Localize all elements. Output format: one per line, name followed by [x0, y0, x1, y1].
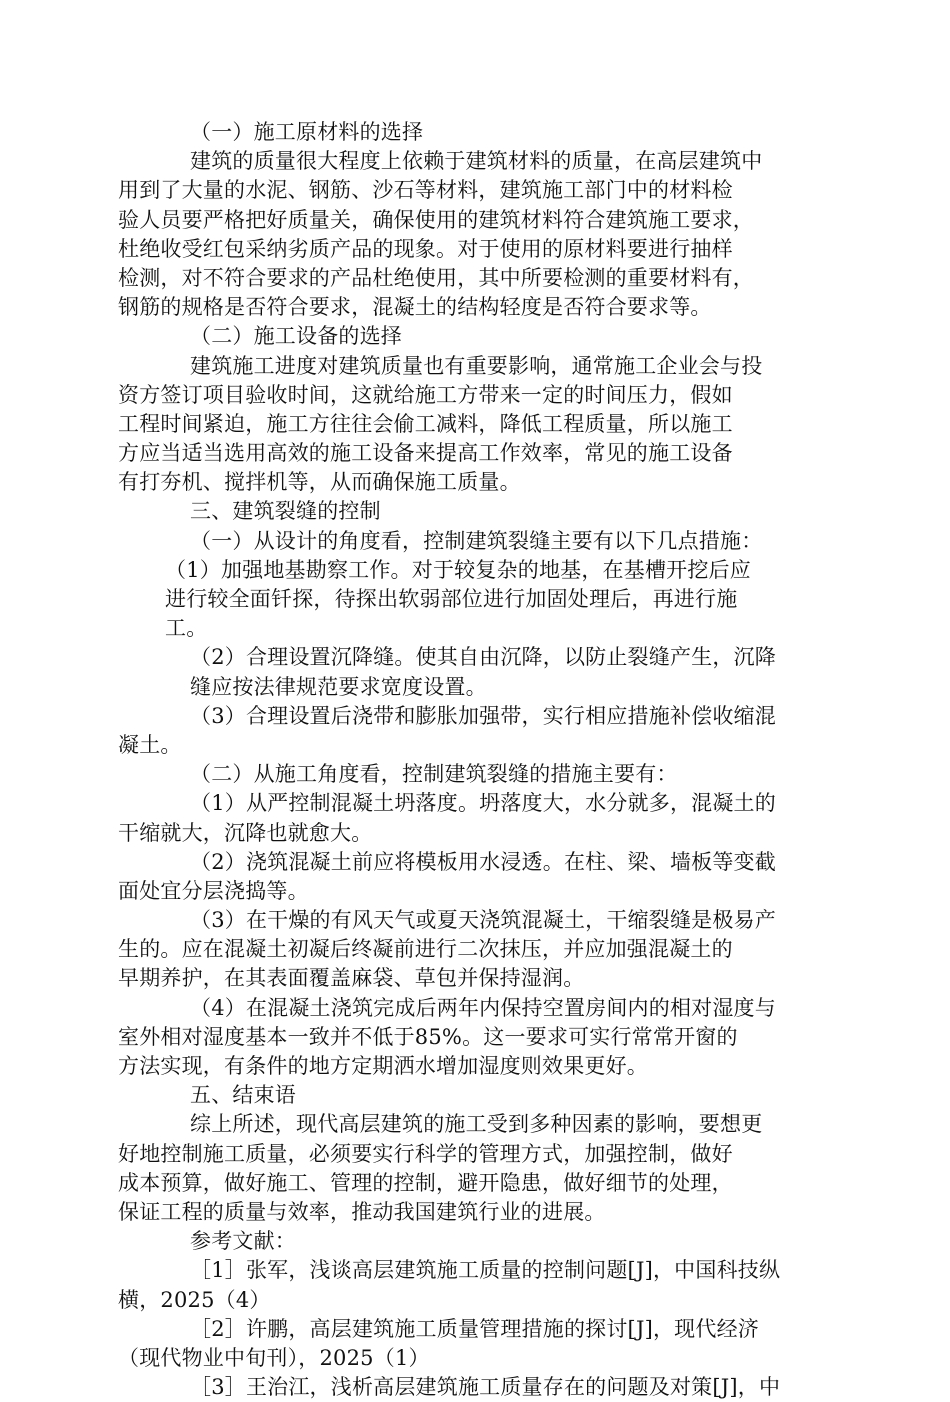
- text-line: （1）从严控制混凝土坍落度。坍落度大，水分就多，混凝土的: [190, 791, 776, 816]
- text-line: 建筑施工进度对建筑质量也有重要影响，通常施工企业会与投: [190, 353, 763, 378]
- text-line: 参考文献：: [190, 1229, 296, 1254]
- text-line: 成本预算，做好施工、管理的控制，避开隐患，做好细节的处理，: [118, 1170, 733, 1195]
- text-line: （二）从施工角度看，控制建筑裂缝的措施主要有：: [190, 762, 678, 787]
- text-line: 验人员要严格把好质量关，确保使用的建筑材料符合建筑施工要求，: [118, 207, 754, 232]
- text-line: 缝应按法律规范要求宽度设置。: [190, 674, 487, 699]
- text-line: 方应当适当选用高效的施工设备来提高工作效率，常见的施工设备: [118, 441, 733, 466]
- text-line: ［2］许鹏，高层建筑施工质量管理措施的探讨[J]，现代经济: [190, 1316, 759, 1341]
- text-line: ［1］张军，浅谈高层建筑施工质量的控制问题[J]，中国科技纵: [190, 1258, 781, 1283]
- text-line: 钢筋的规格是否符合要求，混凝土的结构轻度是否符合要求等。: [118, 295, 712, 320]
- text-line: （现代物业中旬刊），2025（1）: [118, 1345, 430, 1370]
- text-line: （一）施工原材料的选择: [190, 120, 424, 144]
- text-line: 生的。应在混凝土初凝后终凝前进行二次抹压，并应加强混凝土的: [118, 937, 733, 962]
- text-line: 面处宜分层浇捣等。: [118, 878, 309, 903]
- text-line: 进行较全面钎探，待探出软弱部位进行加固处理后，再进行施: [165, 587, 738, 611]
- text-line: 好地控制施工质量，必须要实行科学的管理方式，加强控制，做好: [118, 1141, 733, 1166]
- text-line: 用到了大量的水泥、钢筋、沙石等材料，建筑施工部门中的材料检: [118, 178, 733, 203]
- text-line: 室外相对湿度基本一致并不低于85%。这一要求可实行常常开窗的: [118, 1024, 738, 1049]
- text-line: 工程时间紧迫，施工方往往会偷工减料，降低工程质量，所以施工: [118, 411, 733, 436]
- text-line: （3）在干燥的有风天气或夏天浇筑混凝土，干缩裂缝是极易产: [190, 908, 776, 933]
- text-line: 早期养护，在其表面覆盖麻袋、草包并保持湿润。: [118, 966, 585, 991]
- text-line: 凝土。: [118, 732, 182, 757]
- text-line: 五、结束语: [190, 1083, 296, 1108]
- text-line: （2）浇筑混凝土前应将模板用水浸透。在柱、梁、墙板等变截: [190, 849, 776, 874]
- text-line: （2）合理设置沉降缝。使其自由沉降，以防止裂缝产生，沉降: [190, 645, 776, 670]
- text-line: 有打夯机、搅拌机等，从而确保施工质量。: [118, 470, 521, 495]
- text-line: （1）加强地基勘察工作。对于较复杂的地基，在基槽开挖后应: [165, 557, 751, 582]
- text-line: 工。: [165, 616, 208, 641]
- text-line: （3）合理设置后浇带和膨胀加强带，实行相应措施补偿收缩混: [190, 703, 776, 728]
- text-line: 横，2025（4）: [118, 1287, 271, 1312]
- text-line: （一）从设计的角度看，控制建筑裂缝主要有以下几点措施：: [190, 528, 763, 553]
- text-line: 资方签订项目验收时间，这就给施工方带来一定的时间压力，假如: [118, 382, 733, 407]
- text-line: （4）在混凝土浇筑完成后两年内保持空置房间内的相对湿度与: [190, 995, 776, 1020]
- text-line: 杜绝收受红包采纳劣质产品的现象。对于使用的原材料要进行抽样: [118, 236, 733, 261]
- text-line: 检测，对不符合要求的产品杜绝使用，其中所要检测的重要材料有，: [118, 265, 754, 290]
- text-line: （二）施工设备的选择: [190, 324, 402, 349]
- text-line: 干缩就大，沉降也就愈大。: [118, 820, 373, 845]
- text-line: ［3］王治江，浅析高层建筑施工质量存在的问题及对策[J]，中: [190, 1375, 781, 1400]
- text-line: 三、建筑裂缝的控制: [190, 499, 381, 524]
- text-line: 保证工程的质量与效率，推动我国建筑行业的进展。: [118, 1199, 606, 1224]
- document-body: [118, 118, 808, 1402]
- text-line: 建筑的质量很大程度上依赖于建筑材料的质量，在高层建筑中: [190, 149, 763, 174]
- text-line: 综上所述，现代高层建筑的施工受到多种因素的影响，要想更: [190, 1112, 763, 1137]
- text-line: 方法实现，有条件的地方定期洒水增加湿度则效果更好。: [118, 1054, 648, 1078]
